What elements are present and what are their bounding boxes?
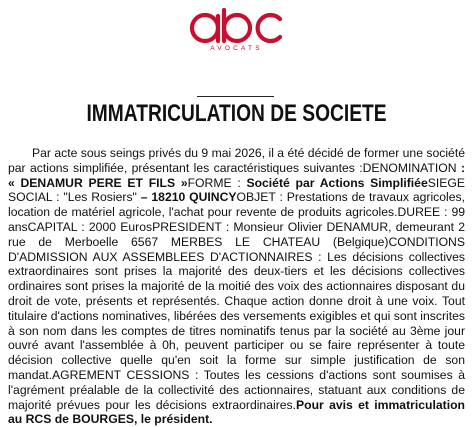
divider [197,96,274,97]
closing-statement: Pour avis et immatriculation au RCS de BOURGES, le président. [8,397,465,427]
page-title: IMMATRICULATION DE SOCIETE [86,100,387,127]
notice-paragraph [8,146,465,427]
text-segment: OBJET : Prestations de travaux agricoles, location de matériel agricole, l'achat pour revente de produits agricoles.DUREE : 99 ansCAPITAL : 2000 EurosPRESIDENT : Monsieur Olivier DENAMUR, demeurant 2 rue de Merboelle 6567 MERBES LE CHATEAU (Belgique)CONDITIONS D'ADMISSION AUX ASSEMBLEES D'ACTIONNAIRES : Les décisions collectives extraordinaires sont prises la majorité des deux-tiers et les décisions collectives ordinaires sont prises la majorité de la moitié des voix des actionnaires disposant du droit de vote, présents et représentés. Chaque action donne droit à une voix. Tout titulaire d'actions nominatives, libérées des versements exigibles et qui sont inscrites à son nom dans les comptes de titres nominatifs tenus par la société au 3ème jour ouvré avant l'assemblée à 0h, peuvent participer ou se faire représenter à toute décision collective quelle qu'en soit la forme sur simple justification de son mandat.AGREMENT CESSIONS : Toutes les cessions d'actions sont soumises à l'agrément préalable de la collectivité des actionnaires, statuant aux conditions de majorité prévues pour les décisions extraordinaires. [8,190,465,412]
company-city: – 18210 QUINCY [140,190,237,205]
notice-body [8,146,465,427]
company-form: Société par Actions Simplifiée [246,175,428,190]
company-name: : « DENAMUR PERE ET FILS » [8,160,465,190]
text-segment: SIEGE SOCIAL : "Les Rosiers" [8,175,465,205]
abc-logo-icon [185,6,289,46]
logo [0,6,473,52]
text-segment: FORME : [187,175,247,190]
text-segment: Par acte sous seings privés du 9 mai 2026, il a été décidé de former une société par actions simplifiée, présentant les caractéristiques suivantes :DENOMINATION [8,146,465,175]
logo-subtitle: AVOCATS [210,45,263,52]
